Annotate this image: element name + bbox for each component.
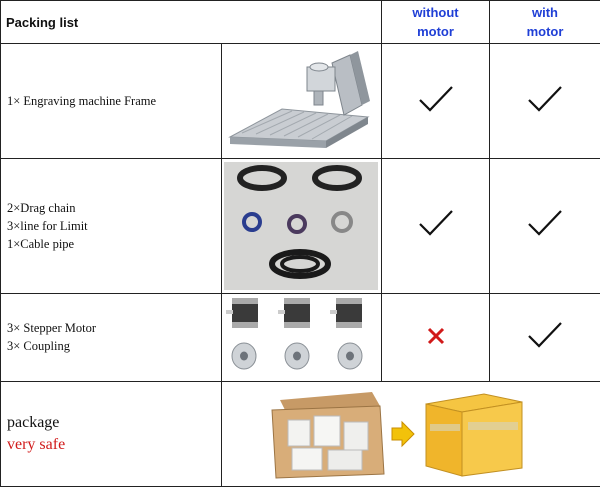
- coupling: [232, 343, 256, 369]
- coupling: [338, 343, 362, 369]
- without-motor-header: [382, 1, 490, 44]
- with-motor-header-line1: with: [532, 5, 558, 21]
- table-row: [1, 293, 600, 381]
- cables-drawing: [222, 160, 380, 292]
- table-row: [1, 159, 600, 293]
- motors-drawing: [222, 294, 380, 380]
- without-motor-header-line2: motor: [417, 24, 454, 40]
- without-motor-check-icon: [382, 44, 490, 159]
- item-label: 1×Cable pipe: [7, 236, 75, 251]
- row-description: [1, 159, 222, 293]
- item-label: 3× Stepper Motor: [7, 321, 96, 336]
- package-label: package: [7, 413, 60, 431]
- row-description: [1, 293, 222, 381]
- item-label: 3×line for Limit: [7, 218, 88, 233]
- table-row: [1, 381, 600, 486]
- package-boxes-image: [222, 381, 600, 486]
- without-motor-header-line1: without: [412, 5, 459, 21]
- very-safe-label: very safe: [7, 435, 66, 453]
- packing-list-title: Packing list: [1, 1, 382, 44]
- cnc-frame-image: [222, 44, 382, 159]
- table-row: [1, 44, 600, 159]
- item-label: 1× Engraving machine Frame: [7, 94, 157, 109]
- coupling: [285, 343, 309, 369]
- with-motor-check-icon: [490, 293, 600, 381]
- cables-and-chains-image: [222, 159, 382, 293]
- row-description: [1, 44, 222, 159]
- with-motor-check-icon: [490, 44, 600, 159]
- item-label: 2×Drag chain: [7, 200, 76, 215]
- without-motor-check-icon: [382, 159, 490, 293]
- cnc-frame-drawing: [222, 45, 380, 158]
- with-motor-header: [490, 1, 600, 44]
- item-label: 3× Coupling: [7, 339, 70, 354]
- with-motor-header-line2: motor: [526, 24, 564, 40]
- row-description: [1, 381, 222, 486]
- header-row: [1, 1, 600, 44]
- package-drawing: [222, 382, 599, 485]
- motors-and-couplings-image: [222, 293, 382, 381]
- with-motor-check-icon: [490, 159, 600, 293]
- without-motor-cross-icon: [382, 293, 490, 381]
